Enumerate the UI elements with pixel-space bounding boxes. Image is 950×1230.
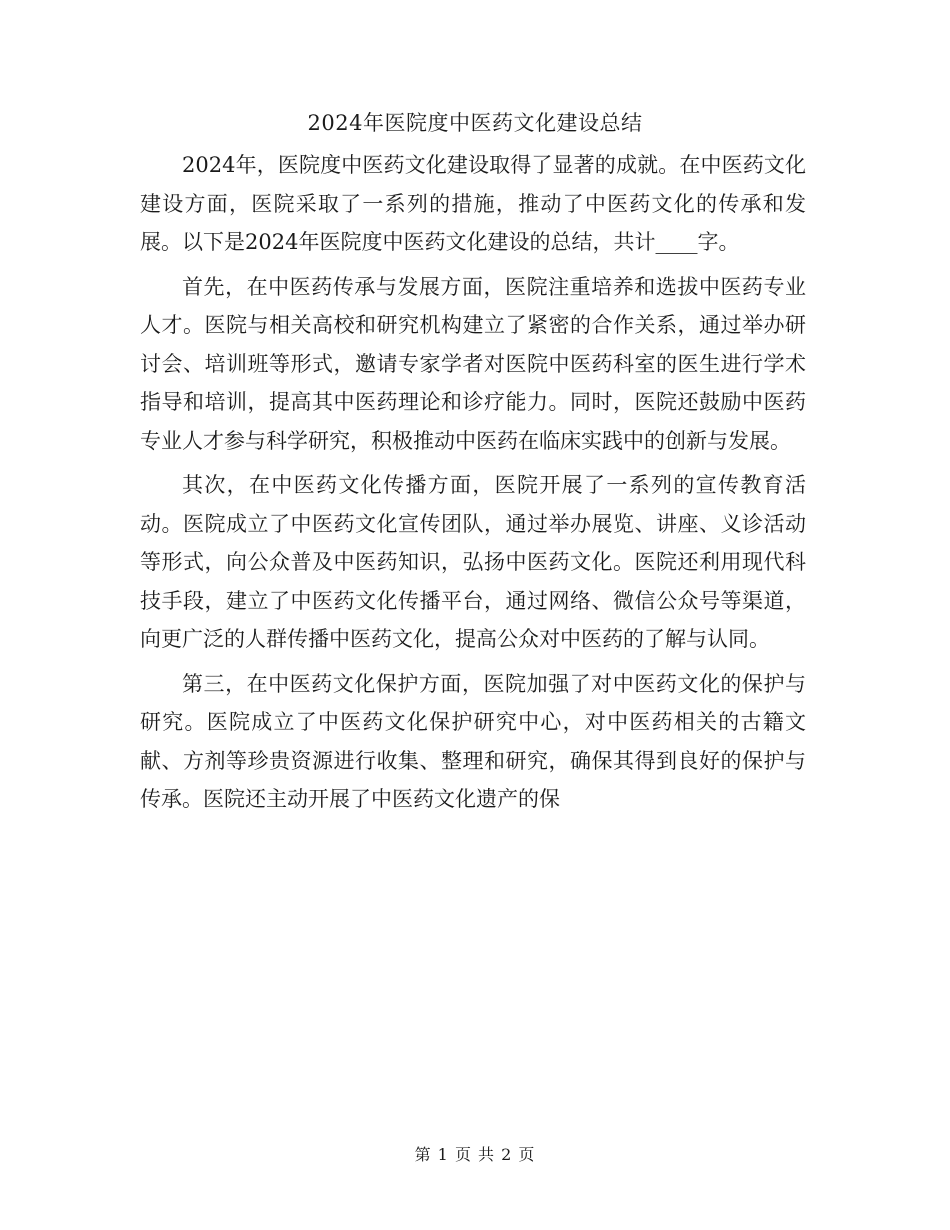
- paragraph-intro: 2024年，医院度中医药文化建设取得了显著的成就。在中医药文化建设方面，医院采取了一系列的措施，推动了中医药文化的传承和发展。以下是2024年医院度中医药文化建设的总结，共计____字。: [140, 153, 806, 254]
- document-body: [140, 146, 806, 825]
- paragraph-dissemination: 其次，在中医药文化传播方面，医院开展了一系列的宣传教育活动。医院成立了中医药文化宣传团队，通过举办展览、讲座、义诊活动等形式，向公众普及中医药知识，弘扬中医药文化。医院还利用现代科技手段，建立了中医药文化传播平台，通过网络、微信公众号等渠道，向更广泛的人群传播中医药文化，提高公众对中医药的了解与认同。: [140, 473, 806, 651]
- paragraph-protection: 第三，在中医药文化保护方面，医院加强了对中医药文化的保护与研究。医院成立了中医药文化保护研究中心，对中医药相关的古籍文献、方剂等珍贵资源进行收集、整理和研究，确保其得到良好的保护与传承。医院还主动开展了中医药文化遗产的保: [140, 671, 806, 811]
- page-footer: 第 1 页 共 2 页: [414, 1145, 536, 1164]
- document-title: 2024年医院度中医药文化建设总结: [307, 111, 643, 135]
- paragraph-inheritance: 首先，在中医药传承与发展方面，医院注重培养和选拔中医药专业人才。医院与相关高校和研究机构建立了紧密的合作关系，通过举办研讨会、培训班等形式，邀请专家学者对医院中医药科室的医生进行学术指导和培训，提高其中医药理论和诊疗能力。同时，医院还鼓励中医药专业人才参与科学研究，积极推动中医药在临床实践中的创新与发展。: [140, 274, 806, 453]
